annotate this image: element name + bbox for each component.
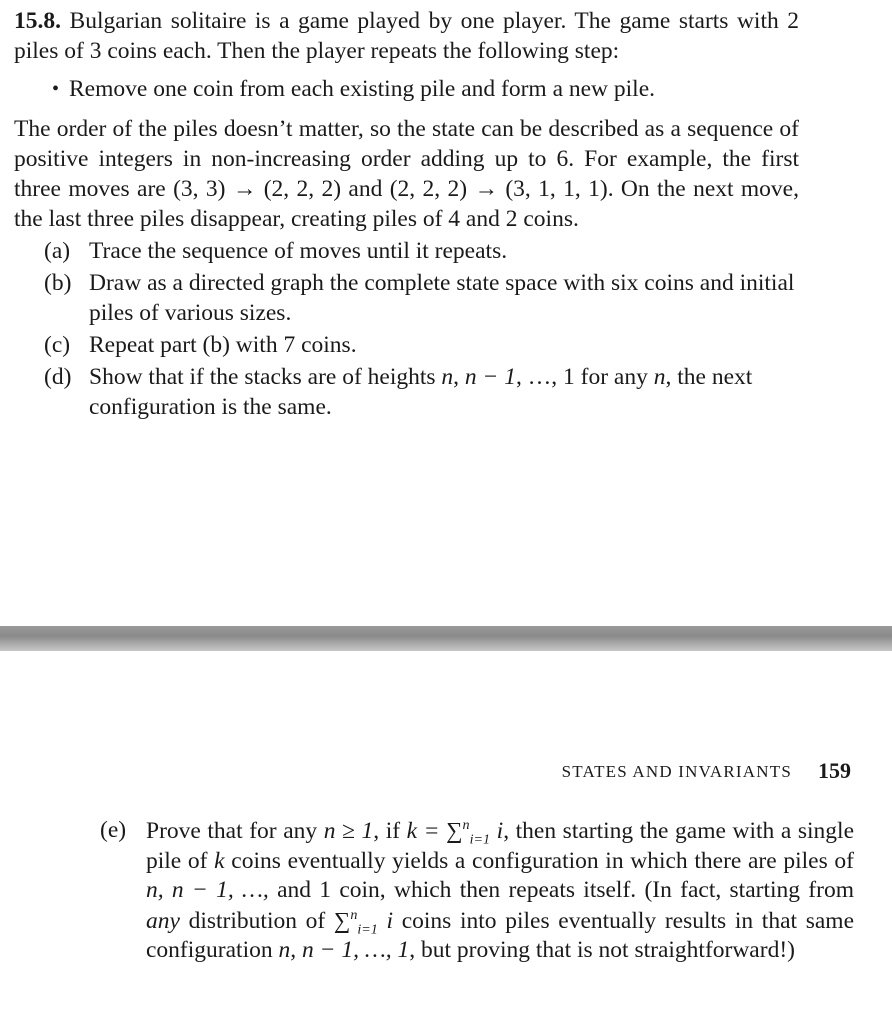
math-condition: n ≥ 1 bbox=[323, 818, 374, 844]
problem-15-8 bbox=[14, 6, 799, 424]
part-label: (c) bbox=[44, 332, 71, 358]
part-b bbox=[14, 268, 799, 328]
part-label: (b) bbox=[44, 270, 72, 296]
part-e-text-4: coins eventually yields a configuration in which there are piles of bbox=[224, 847, 854, 874]
part-e-text-8: , but proving that is not straightforward!) bbox=[409, 937, 795, 963]
sum-lower-limit: i=1 bbox=[469, 831, 491, 848]
sum-upper-limit: n bbox=[462, 817, 470, 834]
problem-paragraph bbox=[14, 114, 799, 234]
part-d-text-1: Show that if the stacks are of heights bbox=[89, 364, 442, 390]
part-text: Trace the sequence of moves until it repeats. bbox=[89, 238, 508, 264]
running-head: STATES AND INVARIANTS bbox=[561, 762, 792, 781]
part-label: (e) bbox=[100, 817, 127, 843]
part-e-text-6: distribution of bbox=[179, 907, 334, 934]
part-e bbox=[100, 816, 854, 966]
part-d-text-4: , the next configuration is the same. bbox=[89, 364, 753, 420]
summation-icon: ∑ bbox=[446, 818, 463, 843]
part-label: (a) bbox=[44, 238, 71, 264]
part-e-text-7: coins into piles eventually results in that same configuration bbox=[146, 907, 854, 963]
problem-number: 15.8. bbox=[14, 8, 61, 34]
part-text: Draw as a directed graph the complete state space with six coins and initial piles of various sizes. bbox=[89, 270, 795, 326]
math-n: n bbox=[653, 364, 666, 390]
part-text: Repeat part (b) with 7 coins. bbox=[89, 332, 357, 358]
part-d bbox=[14, 362, 799, 422]
sum-upper-limit: n bbox=[350, 906, 358, 923]
math-sequence-final: n, n − 1, …, 1 bbox=[278, 937, 410, 963]
moves-example: (3, 3) → (2, 2, 2) and (2, 2, 2) → (3, 1, 1, 1) bbox=[173, 176, 608, 202]
part-e-text-2: , if bbox=[373, 818, 407, 844]
paragraph-text-2: . On the next move, the last three piles disappear, creating piles of 4 and 2 coins. bbox=[14, 176, 799, 232]
page-divider bbox=[0, 626, 892, 651]
page-number: 159 bbox=[818, 758, 851, 783]
part-c bbox=[14, 330, 799, 360]
math-k-definition: k = bbox=[406, 818, 447, 844]
math-n-minus-1: n − 1 bbox=[464, 364, 517, 390]
part-d-text-2: , bbox=[453, 364, 465, 390]
problem-intro bbox=[14, 6, 799, 66]
math-i: i bbox=[386, 907, 394, 934]
paragraph-text-1: The order of the piles doesn’t matter, so the state can be described as a sequence of positive integers in non-increasing order adding up to 6. For example, the first three moves are bbox=[14, 116, 799, 202]
part-a bbox=[14, 236, 799, 266]
sum-lower-limit: i=1 bbox=[357, 921, 378, 938]
part-e-text-1: Prove that for any bbox=[146, 818, 324, 844]
part-e-block bbox=[100, 816, 854, 966]
part-e-text-3: , then starting the game with a single pile of bbox=[146, 818, 855, 874]
math-n: n bbox=[441, 364, 454, 390]
part-e-text-5: and 1 coin, which then repeats itself. (In fact, starting from bbox=[268, 877, 854, 903]
math-k: k bbox=[214, 847, 225, 874]
math-sequence: n, n − 1, …, bbox=[146, 877, 269, 903]
bullet-text: Remove one coin from each existing pile and form a new pile. bbox=[69, 76, 656, 102]
parts-list bbox=[14, 236, 799, 422]
math-i: i bbox=[496, 818, 504, 844]
part-d-text-3: , …, 1 for any bbox=[516, 364, 654, 390]
part-label: (d) bbox=[44, 364, 72, 390]
summation-icon: ∑ bbox=[333, 907, 351, 933]
emphasis-any: any bbox=[146, 907, 180, 934]
bullet-item bbox=[14, 74, 799, 104]
bullet-icon: • bbox=[52, 78, 60, 100]
problem-intro-text: Bulgarian solitaire is a game played by one player. The game starts with 2 piles of 3 coins each. Then the player repeats the following step: bbox=[14, 8, 799, 64]
